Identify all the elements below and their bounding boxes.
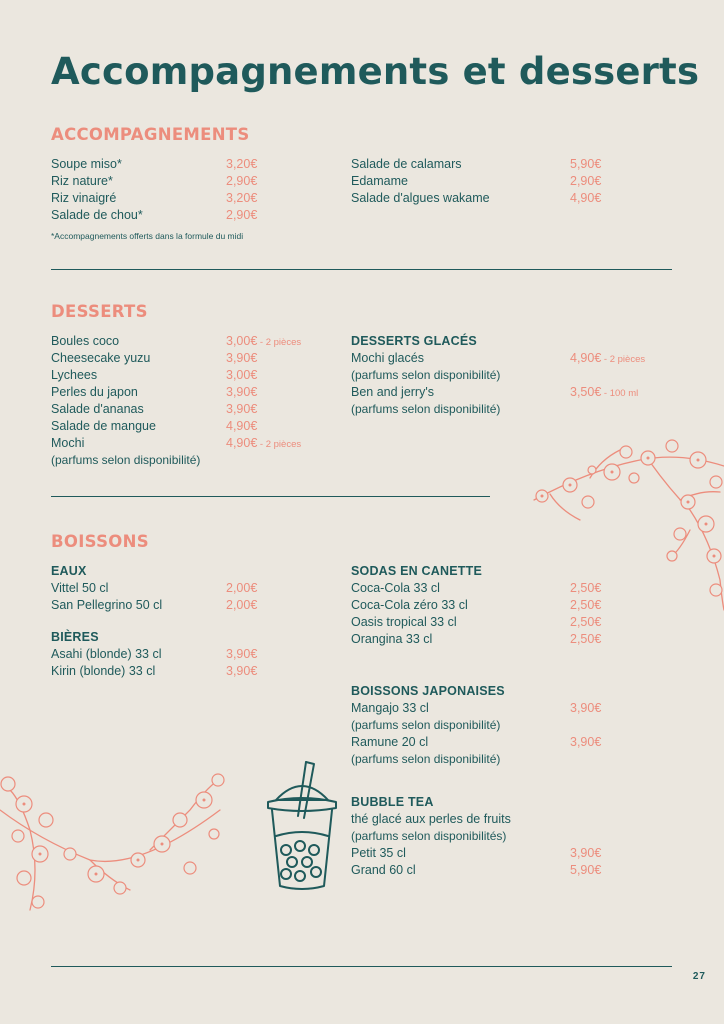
bubble-tea-icon (262, 758, 342, 896)
menu-item (51, 367, 341, 384)
item-name: Coca-Cola zéro 33 cl (351, 598, 468, 612)
item-name: Salade de chou* (51, 208, 143, 222)
menu-item (51, 156, 291, 173)
boissons-left-list (51, 563, 291, 680)
menu-item (51, 663, 291, 680)
item-price: 2,90€ (226, 174, 258, 188)
boissons-japonaises-list (351, 683, 651, 768)
item-name: Soupe miso* (51, 157, 122, 171)
item-price: 2,50€ (570, 598, 602, 612)
item-price: 3,50€ (570, 385, 602, 399)
item-note: (parfums selon disponibilité) (351, 718, 501, 732)
item-price: 4,90€ (226, 419, 258, 433)
item-name: Lychees (51, 368, 98, 382)
item-name: Salade d'ananas (51, 402, 144, 416)
item-name: Riz nature* (51, 174, 113, 188)
item-price: 4,90€ (570, 351, 602, 365)
item-name: Ramune 20 cl (351, 735, 429, 749)
divider (51, 496, 490, 497)
item-name: San Pellegrino 50 cl (51, 598, 163, 612)
item-note: (parfums selon disponibilité) (51, 453, 201, 467)
section-heading-accompagnements: ACCOMPAGNEMENTS (51, 125, 250, 144)
item-price: 3,90€ (570, 701, 602, 715)
item-price: 3,20€ (226, 191, 258, 205)
menu-item (51, 435, 341, 452)
item-quantity: - 100 ml (601, 388, 639, 399)
item-price: 3,90€ (570, 735, 602, 749)
item-price: 5,90€ (570, 863, 602, 877)
divider (51, 966, 672, 967)
divider (51, 269, 672, 270)
item-note: (parfums selon disponibilités) (351, 829, 507, 843)
subsection-heading-desserts-glaces: DESSERTS GLACÉS (351, 334, 477, 348)
item-price: 3,90€ (226, 385, 258, 399)
item-price: 3,90€ (570, 846, 602, 860)
item-note: (parfums selon disponibilité) (351, 752, 501, 766)
item-name: Mangajo 33 cl (351, 701, 429, 715)
item-name: Kirin (blonde) 33 cl (51, 664, 156, 678)
menu-item (51, 401, 341, 418)
menu-item (351, 156, 631, 173)
item-name: Perles du japon (51, 385, 138, 399)
menu-item (51, 580, 291, 597)
bubble-tea-list (351, 794, 651, 879)
menu-item (351, 384, 681, 401)
item-description: thé glacé aux perles de fruits (351, 812, 511, 826)
item-name: Grand 60 cl (351, 863, 416, 877)
item-name: Coca-Cola 33 cl (351, 581, 440, 595)
item-name: Ben and jerry's (351, 385, 434, 399)
item-price: 2,50€ (570, 615, 602, 629)
subsection-heading-sodas: SODAS EN CANETTE (351, 564, 482, 578)
menu-item (351, 350, 681, 367)
menu-item (51, 597, 291, 614)
subsection-heading-boissons-japonaises: BOISSONS JAPONAISES (351, 684, 505, 698)
footnote: *Accompagnements offerts dans la formule du midi (51, 231, 244, 241)
menu-item (351, 700, 651, 717)
item-price: 3,90€ (226, 402, 258, 416)
section-heading-desserts: DESSERTS (51, 302, 148, 321)
item-name: Salade de calamars (351, 157, 462, 171)
item-price: 3,20€ (226, 157, 258, 171)
item-price: 4,90€ (226, 436, 258, 450)
section-heading-boissons: BOISSONS (51, 532, 149, 551)
item-price: 3,00€ (226, 334, 258, 348)
item-price: 2,90€ (226, 208, 258, 222)
menu-item (51, 418, 341, 435)
item-note: (parfums selon disponibilité) (351, 402, 501, 416)
desserts-glaces-list (351, 333, 681, 418)
item-price: 3,00€ (226, 368, 258, 382)
item-name: Riz vinaigré (51, 191, 117, 205)
menu-item (351, 190, 631, 207)
cherry-blossom-branch-right (530, 430, 724, 620)
item-price: 3,90€ (226, 351, 258, 365)
page-number: 27 (692, 971, 706, 982)
item-quantity: - 2 pièces (257, 337, 302, 348)
item-name: Mochi (51, 436, 85, 450)
item-name: Petit 35 cl (351, 846, 406, 860)
menu-item (51, 333, 341, 350)
item-name: Boules coco (51, 334, 120, 348)
item-price: 2,00€ (226, 581, 258, 595)
menu-item (51, 350, 341, 367)
accompagnements-right-list (351, 156, 631, 207)
menu-item (51, 384, 341, 401)
subsection-heading-bieres: BIÈRES (51, 630, 99, 644)
menu-item (51, 646, 291, 663)
menu-item (351, 845, 651, 862)
subsection-heading-bubble-tea: BUBBLE TEA (351, 795, 434, 809)
item-name: Vittel 50 cl (51, 581, 109, 595)
accompagnements-left-list (51, 156, 291, 224)
item-price: 4,90€ (570, 191, 602, 205)
item-quantity: - 2 pièces (257, 439, 302, 450)
item-name: Oasis tropical 33 cl (351, 615, 457, 629)
menu-item (351, 173, 631, 190)
item-name: Salade de mangue (51, 419, 156, 433)
cherry-blossom-branch-left (0, 770, 232, 915)
item-name: Orangina 33 cl (351, 632, 433, 646)
item-name: Asahi (blonde) 33 cl (51, 647, 162, 661)
item-price: 2,00€ (226, 598, 258, 612)
item-price: 2,50€ (570, 632, 602, 646)
menu-item (351, 631, 651, 648)
menu-item (51, 207, 291, 224)
subsection-heading-eaux: EAUX (51, 564, 87, 578)
item-name: Edamame (351, 174, 408, 188)
menu-item (351, 862, 651, 879)
menu-item (51, 190, 291, 207)
page-title: Accompagnements et desserts (51, 50, 700, 93)
item-price: 5,90€ (570, 157, 602, 171)
menu-item (351, 734, 651, 751)
item-price: 3,90€ (226, 664, 258, 678)
menu-item (51, 173, 291, 190)
desserts-left-list (51, 333, 341, 469)
item-name: Cheesecake yuzu (51, 351, 151, 365)
item-price: 2,50€ (570, 581, 602, 595)
item-price: 2,90€ (570, 174, 602, 188)
item-quantity: - 2 pièces (601, 354, 646, 365)
item-name: Mochi glacés (351, 351, 424, 365)
item-price: 3,90€ (226, 647, 258, 661)
item-name: Salade d'algues wakame (351, 191, 490, 205)
item-note: (parfums selon disponibilité) (351, 368, 501, 382)
